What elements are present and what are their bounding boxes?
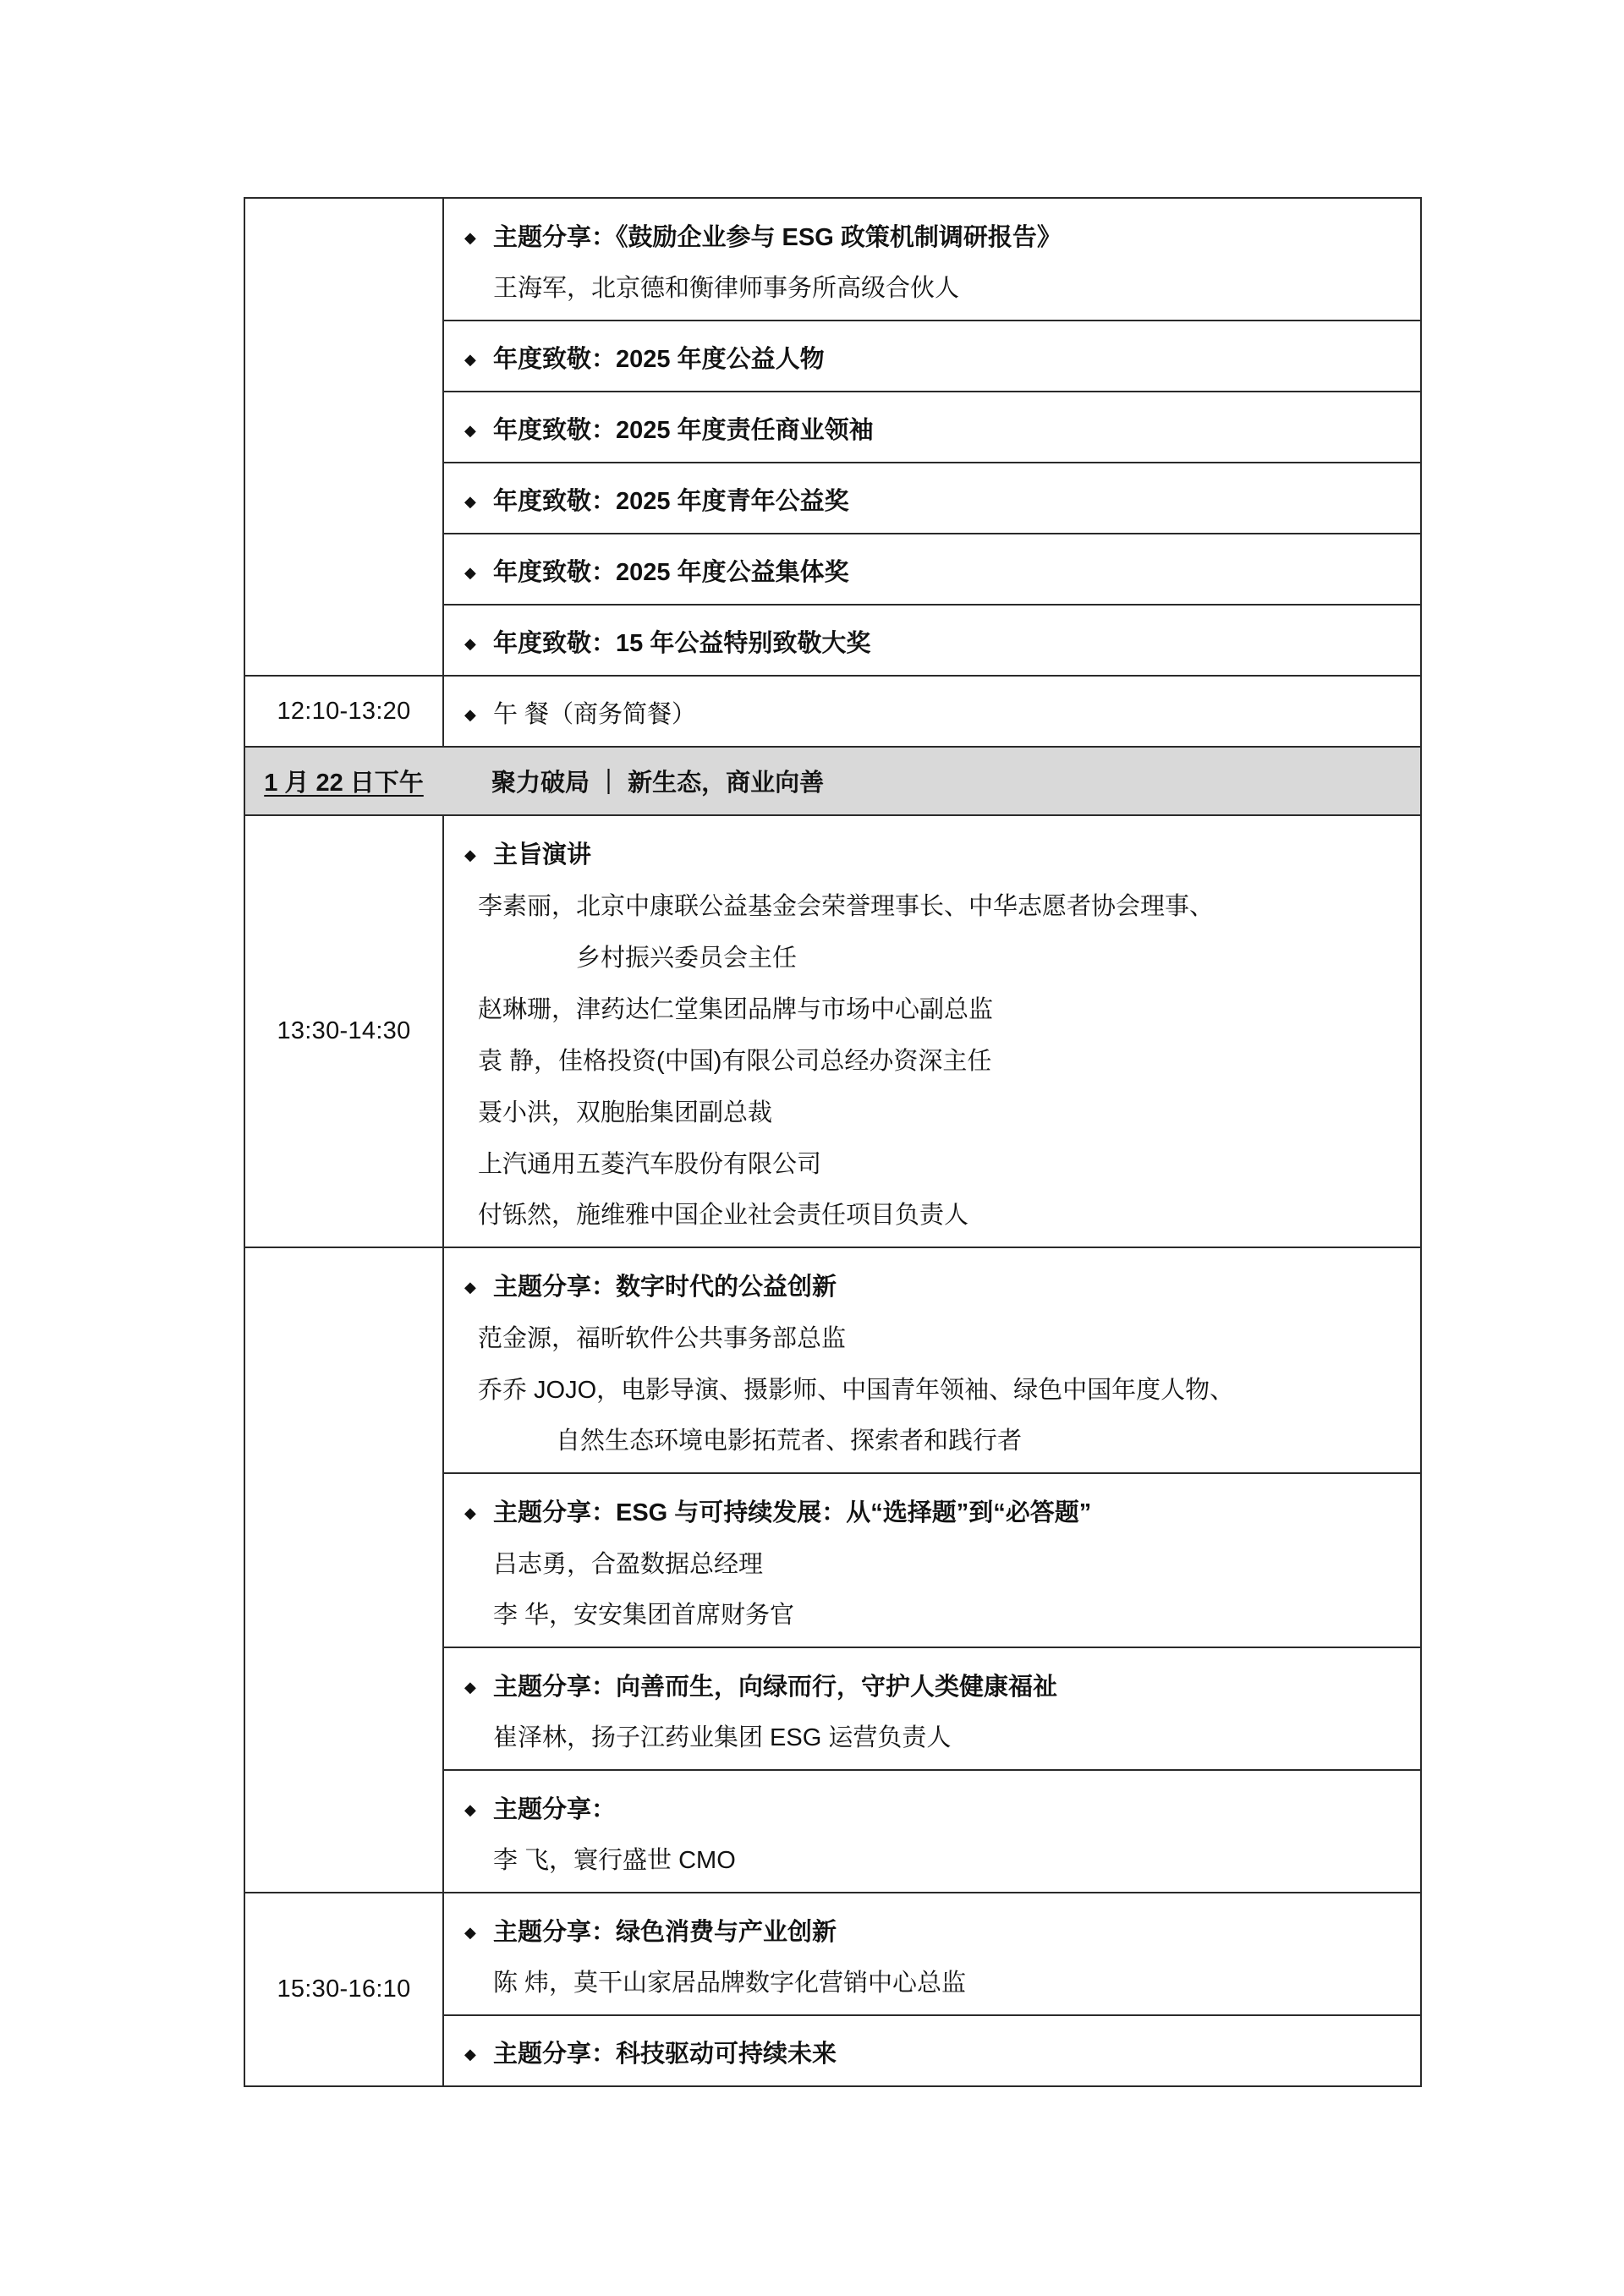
diamond-bullet-icon: ◆	[464, 228, 476, 246]
diamond-bullet-icon: ◆	[464, 492, 476, 510]
agenda-item	[443, 676, 1421, 747]
speaker: 聂小洪，双胞胎集团副总裁	[478, 1099, 773, 1126]
agenda-row	[244, 676, 1421, 747]
time-cell: 15:30-16:10	[244, 1893, 443, 2086]
item-title: 主旨演讲	[493, 841, 592, 869]
diamond-bullet-icon: ◆	[464, 1504, 476, 1521]
item-title: 主题分享：《鼓励企业参与 ESG 政策机制调研报告》	[493, 223, 1062, 251]
agenda-item	[443, 605, 1421, 676]
diamond-bullet-icon: ◆	[464, 1923, 476, 1941]
item-title: 主题分享：	[493, 1795, 617, 1823]
speaker: 李 华，安安集团首席财务官	[493, 1601, 795, 1629]
agenda-item	[443, 463, 1421, 534]
agenda-item	[443, 1647, 1421, 1770]
agenda-item	[443, 321, 1421, 392]
item-title: 午 餐（商务简餐）	[493, 700, 697, 728]
speaker: 李素丽，北京中康联公益基金会荣誉理事长、中华志愿者协会理事、	[478, 892, 1215, 920]
time-cell: 13:30-14:30	[244, 815, 443, 1247]
agenda-item	[443, 198, 1421, 321]
diamond-bullet-icon: ◆	[464, 2045, 476, 2063]
section-header-row	[244, 747, 1421, 815]
speaker: 陈 炜，莫干山家居品牌数字化营销中心总监	[493, 1969, 967, 1997]
item-title: 主题分享：ESG 与可持续发展：从“选择题”到“必答题”	[493, 1499, 1092, 1526]
agenda-table	[244, 197, 1422, 2087]
speaker: 赵琳珊，津药达仁堂集团品牌与市场中心副总监	[478, 995, 994, 1023]
agenda-row	[244, 815, 1421, 1247]
agenda-item	[443, 1893, 1421, 2015]
agenda-item	[443, 815, 1421, 1247]
speaker: 李 飞，寰行盛世 CMO	[493, 1846, 736, 1874]
item-title: 主题分享：数字时代的公益创新	[493, 1273, 837, 1301]
speaker: 袁 静，佳格投资(中国)有限公司总经办资深主任	[478, 1047, 992, 1075]
speaker-continued: 自然生态环境电影拓荒者、探索者和践行者	[556, 1427, 1023, 1455]
item-title: 主题分享：科技驱动可持续未来	[493, 2040, 837, 2068]
agenda-row	[244, 1893, 1421, 2015]
speaker: 范金源，福昕软件公共事务部总监	[478, 1324, 847, 1352]
section-date: 1 月 22 日下午	[264, 770, 424, 797]
agenda-item	[443, 392, 1421, 463]
agenda-item	[443, 1473, 1421, 1647]
speaker: 王海军，北京德和衡律师事务所高级合伙人	[493, 274, 960, 302]
diamond-bullet-icon: ◆	[464, 1678, 476, 1696]
agenda-row	[244, 198, 1421, 321]
speaker: 乔乔 JOJO，电影导演、摄影师、中国青年领袖、绿色中国年度人物、	[478, 1376, 1235, 1404]
speaker: 崔泽林，扬子江药业集团 ESG 运营负责人	[493, 1723, 952, 1751]
item-title: 主题分享：向善而生，向绿而行，守护人类健康福祉	[493, 1673, 1058, 1701]
agenda-row	[244, 1247, 1421, 1473]
item-title: 年度致敬：2025 年度责任商业领袖	[493, 416, 874, 444]
item-title: 年度致敬：15 年公益特别致敬大奖	[493, 629, 871, 657]
section-title: 聚力破局 ｜ 新生态，商业向善	[491, 770, 825, 797]
time-cell	[244, 198, 443, 676]
speaker: 付铄然，施维雅中国企业社会责任项目负责人	[478, 1201, 969, 1229]
speaker: 吕志勇，合盈数据总经理	[493, 1550, 764, 1578]
diamond-bullet-icon: ◆	[464, 1800, 476, 1818]
time-cell: 12:10-13:20	[244, 676, 443, 747]
diamond-bullet-icon: ◆	[464, 846, 476, 863]
agenda-item	[443, 1247, 1421, 1473]
diamond-bullet-icon: ◆	[464, 350, 476, 368]
diamond-bullet-icon: ◆	[464, 421, 476, 439]
agenda-item	[443, 1770, 1421, 1893]
speaker: 上汽通用五菱汽车股份有限公司	[478, 1150, 822, 1178]
item-title: 年度致敬：2025 年度公益集体奖	[493, 558, 849, 586]
diamond-bullet-icon: ◆	[464, 563, 476, 581]
item-title: 主题分享：绿色消费与产业创新	[493, 1918, 837, 1946]
speaker-continued: 乡村振兴委员会主任	[576, 944, 798, 972]
agenda-item	[443, 534, 1421, 605]
section-header	[244, 747, 1421, 815]
agenda-item	[443, 2015, 1421, 2086]
diamond-bullet-icon: ◆	[464, 634, 476, 652]
diamond-bullet-icon: ◆	[464, 1278, 476, 1296]
item-title: 年度致敬：2025 年度青年公益奖	[493, 487, 849, 515]
time-cell	[244, 1247, 443, 1893]
item-title: 年度致敬：2025 年度公益人物	[493, 345, 825, 373]
diamond-bullet-icon: ◆	[464, 705, 476, 723]
